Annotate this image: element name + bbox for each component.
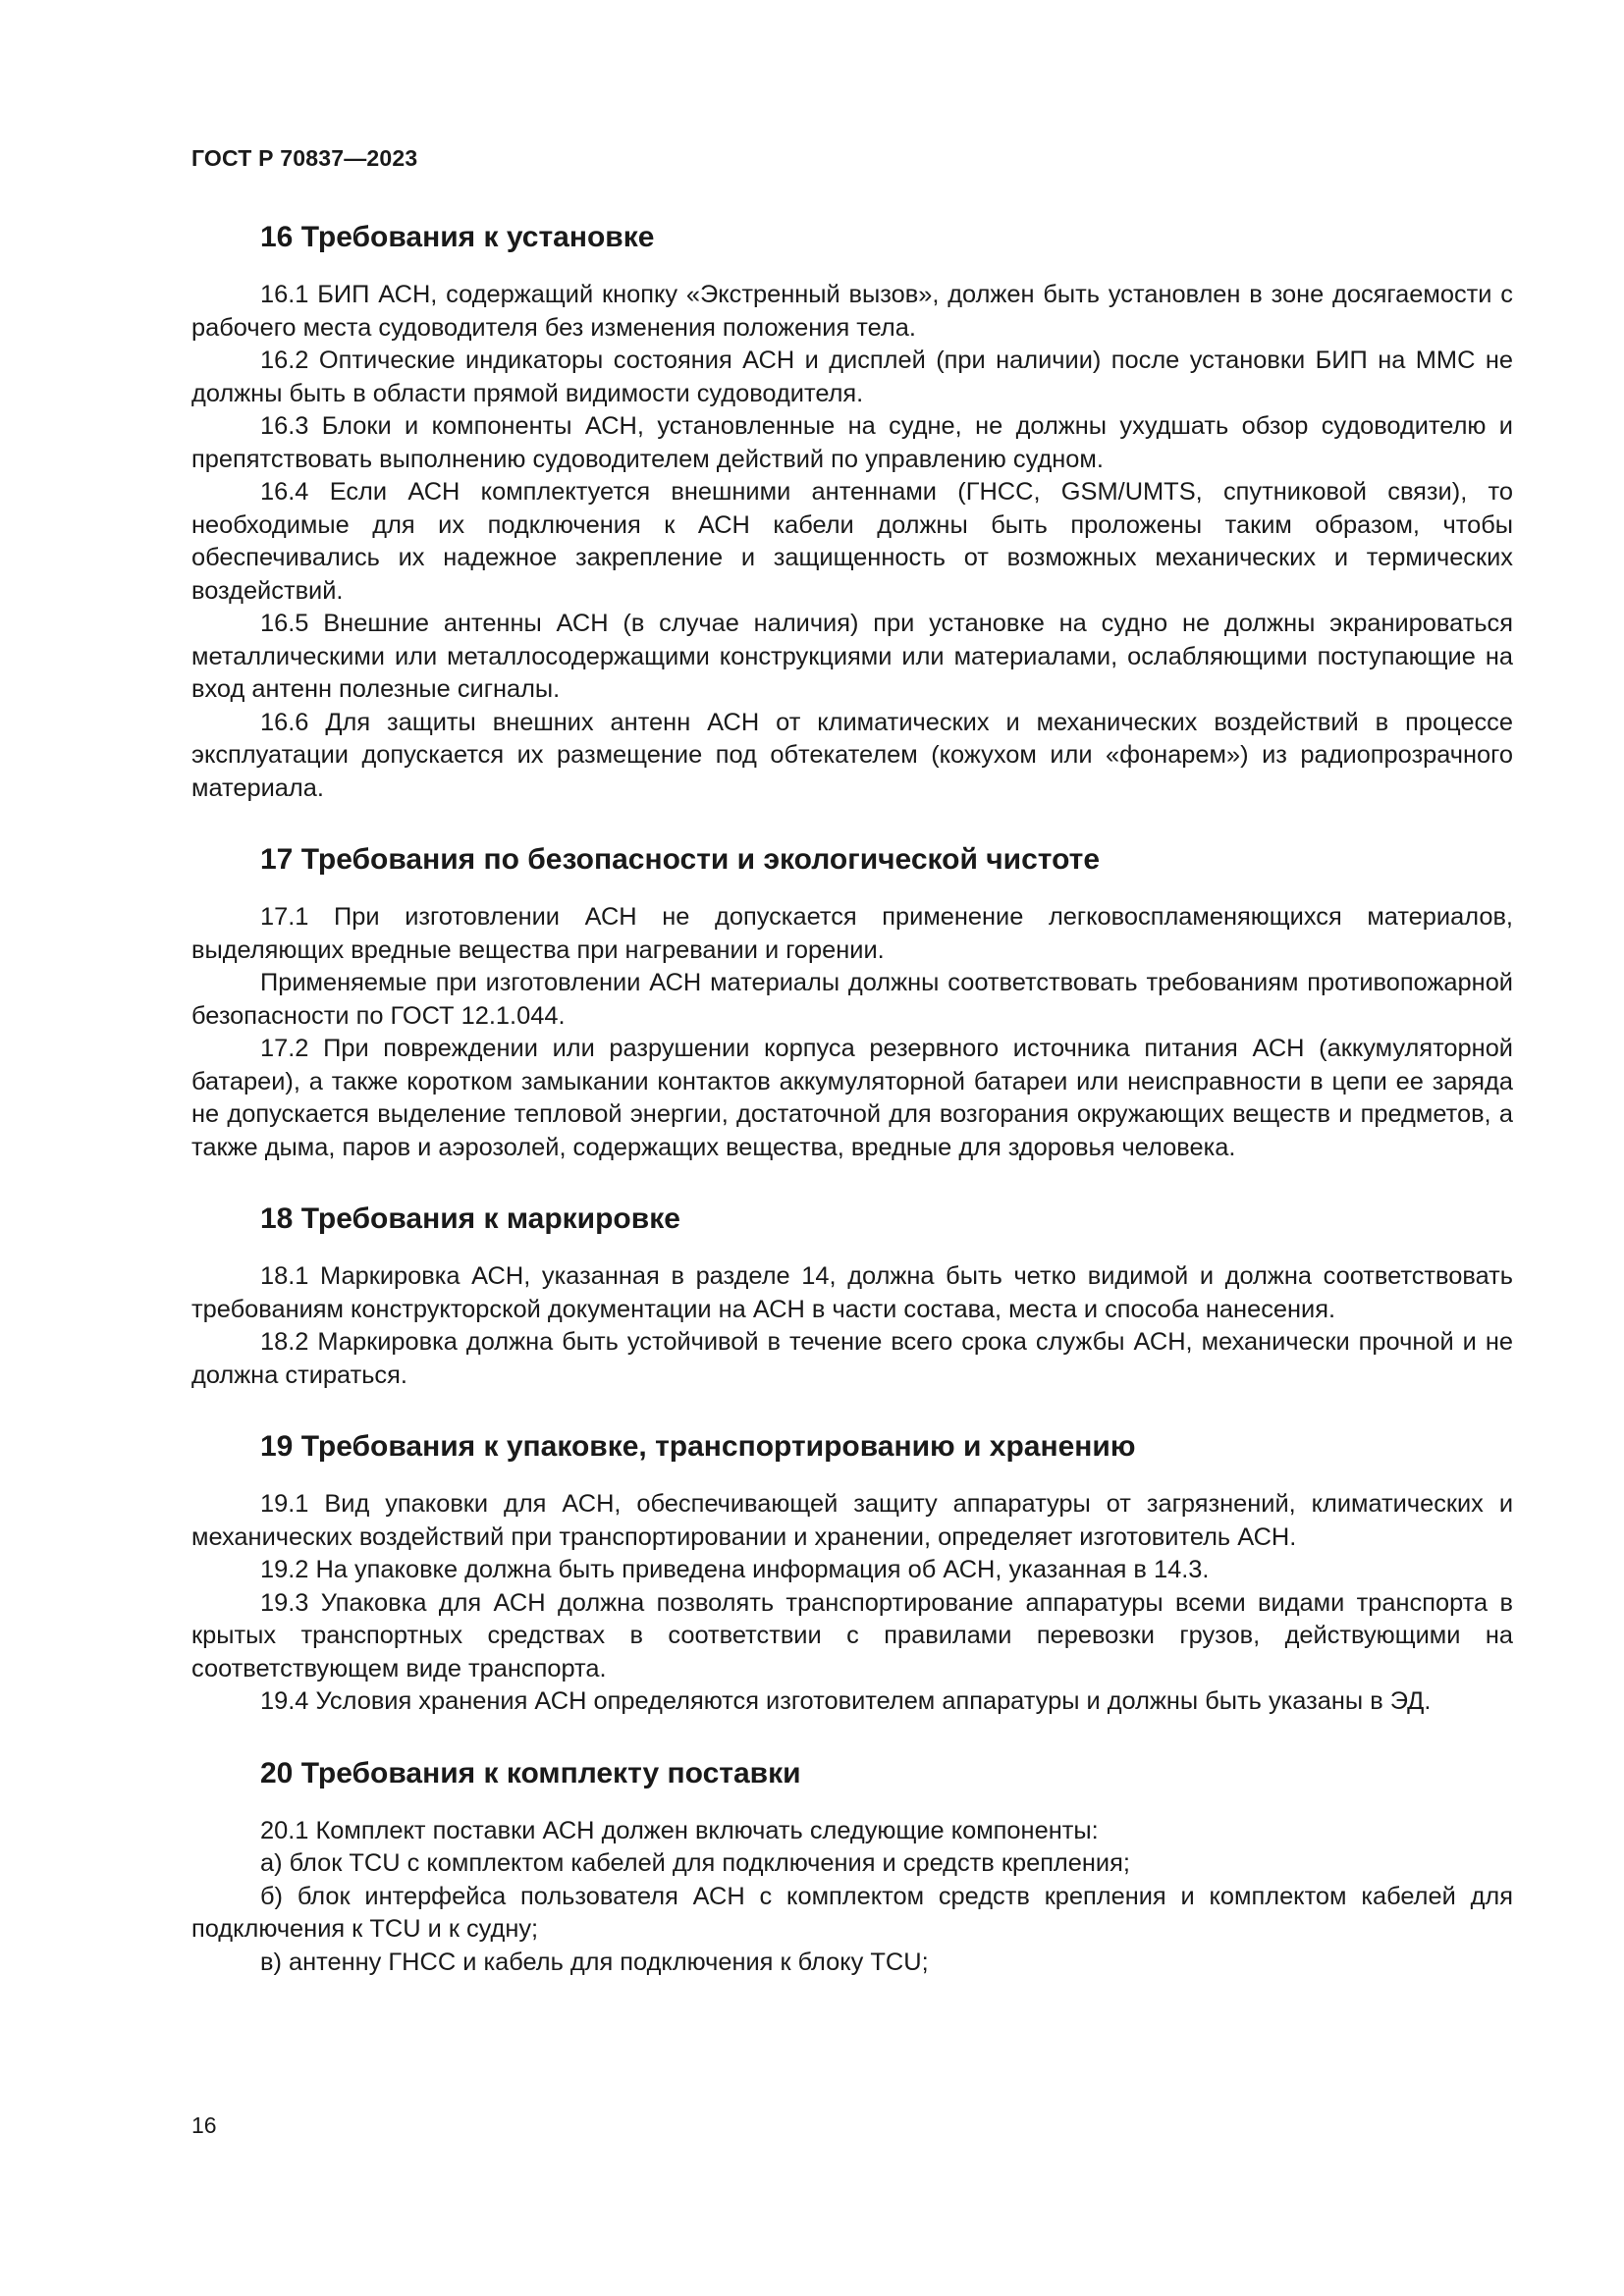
list-item: б) блок интерфейса пользователя АСН с комплектом средств крепления и комплектом кабелей для подключения к TCU и к судну; bbox=[191, 1882, 1513, 1943]
paragraph: Применяемые при изготовлении АСН материалы должны соответствовать требованиям противопожарной безопасности по ГОСТ 12.1.044. bbox=[191, 969, 1513, 1030]
paragraph: 16.5 Внешние антенны АСН (в случае наличия) при установке на судно не должны экранироваться металлическими или металлосодержащими конструкциями или материалами, ослабляющими поступающие на вход антенн полезные сигналы. bbox=[191, 610, 1513, 703]
paragraph: 18.2 Маркировка должна быть устойчивой в течение всего срока службы АСН, механически прочной и не должна стираться. bbox=[191, 1328, 1513, 1389]
paragraph: 17.2 При повреждении или разрушении корпуса резервного источника питания АСН (аккумуляторной батареи), а также коротком замыкании контактов аккумуляторной батареи или неисправности в цепи ее заряда не допускается выделение тепловой энергии, достаточной для возгорания окружающих веществ и предметов, а также дыма, паров и аэрозолей, содержащих вещества, вредные для здоровья человека. bbox=[191, 1035, 1513, 1161]
page-number: 16 bbox=[191, 2112, 217, 2138]
section-20 bbox=[191, 1754, 1513, 1980]
section-title: 19 Требования к упаковке, транспортированию и хранению bbox=[260, 1430, 1136, 1463]
section-title: 17 Требования по безопасности и экологической чистоте bbox=[260, 843, 1101, 876]
document-code: ГОСТ Р 70837—2023 bbox=[191, 145, 418, 171]
list-item: в) антенну ГНСС и кабель для подключения к блоку TCU; bbox=[260, 1948, 929, 1976]
section-title: 18 Требования к маркировке bbox=[260, 1202, 680, 1235]
paragraph: 16.2 Оптические индикаторы состояния АСН и дисплей (при наличии) после установки БИП на ММС не должны быть в области прямой видимости судоводителя. bbox=[191, 347, 1513, 407]
paragraph: 16.1 БИП АСН, содержащий кнопку «Экстренный вызов», должен быть установлен в зоне досягаемости с рабочего места судоводителя без изменения положения тела. bbox=[191, 281, 1513, 342]
section-16 bbox=[191, 218, 1513, 805]
paragraph: 19.4 Условия хранения АСН определяются изготовителем аппаратуры и должны быть указаны в ЭД. bbox=[260, 1687, 1432, 1715]
section-19 bbox=[191, 1427, 1513, 1719]
paragraph: 20.1 Комплект поставки АСН должен включать следующие компоненты: bbox=[260, 1816, 1099, 1844]
section-title: 16 Требования к установке bbox=[260, 221, 655, 253]
paragraph: 16.4 Если АСН комплектуется внешними антеннами (ГНСС, GSM/UMTS, спутниковой связи), то необходимые для их подключения к АСН кабели должны быть проложены таким образом, чтобы обеспечивались их надежное закрепление и защищенность от возможных механических и термических воздействий. bbox=[191, 478, 1513, 605]
list-item: а) блок TCU с комплектом кабелей для подключения и средств крепления; bbox=[260, 1849, 1130, 1877]
paragraph: 16.6 Для защиты внешних антенн АСН от климатических и механических воздействий в процессе эксплуатации допускается их размещение под обтекателем (кожухом или «фонарем») из радиопрозрачного материала. bbox=[191, 708, 1513, 802]
paragraph: 17.1 При изготовлении АСН не допускается применение легковоспламеняющихся материалов, выделяющих вредные вещества при нагревании и горении. bbox=[191, 903, 1513, 964]
section-18 bbox=[191, 1200, 1513, 1392]
paragraph: 19.3 Упаковка для АСН должна позволять транспортирование аппаратуры всеми видами транспорта в крытых транспортных средствах в соответствии с правилами перевозки грузов, действующими на соответствующем виде транспорта. bbox=[191, 1588, 1513, 1682]
document-body bbox=[191, 218, 1513, 2014]
section-title: 20 Требования к комплекту поставки bbox=[260, 1756, 801, 1789]
section-17 bbox=[191, 840, 1513, 1164]
paragraph: 18.1 Маркировка АСН, указанная в разделе 14, должна быть четко видимой и должна соответствовать требованиям конструкторской документации на АСН в части состава, места и способа нанесения. bbox=[191, 1262, 1513, 1323]
paragraph: 19.1 Вид упаковки для АСН, обеспечивающей защиту аппаратуры от загрязнений, климатических и механических воздействий при транспортировании и хранении, определяет изготовитель АСН. bbox=[191, 1490, 1513, 1551]
paragraph: 19.2 На упаковке должна быть приведена информация об АСН, указанная в 14.3. bbox=[260, 1556, 1210, 1583]
paragraph: 16.3 Блоки и компоненты АСН, установленные на судне, не должны ухудшать обзор судоводителю и препятствовать выполнению судоводителем действий по управлению судном. bbox=[191, 412, 1513, 473]
